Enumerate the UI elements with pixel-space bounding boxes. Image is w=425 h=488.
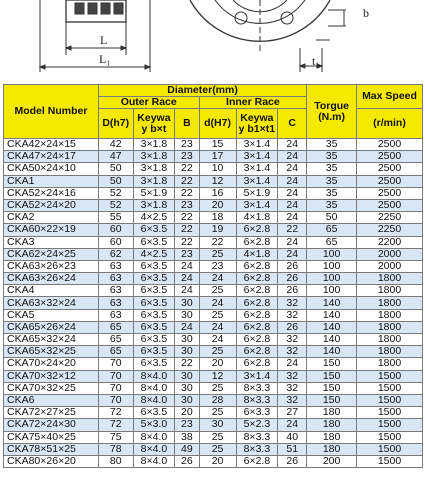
outer-diameter-cell: 65: [98, 334, 133, 346]
c-width-cell: 32: [278, 309, 307, 321]
c-width-cell: 26: [278, 273, 307, 285]
model-cell: CKA70×24×20: [4, 358, 99, 370]
inner-diameter-cell: 19: [199, 224, 236, 236]
header-speed-unit: (r/min): [356, 109, 422, 139]
model-cell: CKA63×26×24: [4, 273, 99, 285]
bearing-drawing-svg: [0, 0, 425, 84]
inner-diameter-cell: 18: [199, 212, 236, 224]
torque-cell: 35: [307, 151, 357, 163]
outer-diameter-cell: 52: [98, 199, 133, 211]
table-row: [4, 297, 423, 309]
b-width-cell: 24: [175, 321, 199, 333]
max-speed-cell: 1500: [356, 382, 422, 394]
table-row: [4, 236, 423, 248]
inner-diameter-cell: 24: [199, 273, 236, 285]
outer-keyway-cell: 6×3.5: [133, 236, 175, 248]
b-width-cell: 23: [175, 248, 199, 260]
b-width-cell: 22: [175, 224, 199, 236]
table-row: [4, 382, 423, 394]
b-width-cell: 30: [175, 346, 199, 358]
table-row: [4, 321, 423, 333]
table-row: [4, 175, 423, 187]
inner-keyway-cell: 8×3.3: [236, 443, 278, 455]
c-width-cell: 32: [278, 382, 307, 394]
inner-diameter-cell: 22: [199, 236, 236, 248]
outer-keyway-cell: 3×1.8: [133, 199, 175, 211]
outer-diameter-cell: 80: [98, 455, 133, 467]
c-width-cell: 40: [278, 431, 307, 443]
table-row: [4, 248, 423, 260]
b-width-cell: 38: [175, 431, 199, 443]
b-width-cell: 24: [175, 260, 199, 272]
torque-cell: 150: [307, 382, 357, 394]
inner-keyway-cell: 6×2.8: [236, 321, 278, 333]
max-speed-cell: 1800: [356, 346, 422, 358]
model-cell: CKA50×24×10: [4, 163, 99, 175]
torque-cell: 35: [307, 175, 357, 187]
b-width-cell: 22: [175, 175, 199, 187]
model-cell: CKA47×24×17: [4, 151, 99, 163]
inner-keyway-cell: 3×1.4: [236, 151, 278, 163]
b-width-cell: 26: [175, 455, 199, 467]
c-width-cell: 24: [278, 419, 307, 431]
table-row: [4, 334, 423, 346]
model-cell: CKA42×24×15: [4, 139, 99, 151]
outer-diameter-cell: 63: [98, 309, 133, 321]
outer-diameter-cell: 70: [98, 394, 133, 406]
inner-diameter-cell: 24: [199, 321, 236, 333]
c-width-cell: 32: [278, 394, 307, 406]
inner-keyway-cell: 3×1.4: [236, 139, 278, 151]
c-width-cell: 27: [278, 407, 307, 419]
torque-cell: 140: [307, 297, 357, 309]
c-width-cell: 32: [278, 346, 307, 358]
outer-diameter-cell: 72: [98, 407, 133, 419]
inner-keyway-cell: 6×2.8: [236, 455, 278, 467]
dim-label-L: L: [100, 33, 108, 47]
inner-keyway-cell: 5×1.9: [236, 187, 278, 199]
table-row: [4, 443, 423, 455]
max-speed-cell: 1500: [356, 370, 422, 382]
outer-keyway-cell: 6×3.5: [133, 358, 175, 370]
dim-label-L1: L₁: [99, 52, 111, 66]
outer-diameter-cell: 63: [98, 285, 133, 297]
inner-diameter-cell: 25: [199, 431, 236, 443]
bearing-drawing: [0, 0, 425, 84]
inner-diameter-cell: 25: [199, 382, 236, 394]
max-speed-cell: 2250: [356, 224, 422, 236]
inner-diameter-cell: 24: [199, 334, 236, 346]
inner-diameter-cell: 25: [199, 309, 236, 321]
torque-cell: 180: [307, 431, 357, 443]
outer-keyway-cell: 8×4.0: [133, 431, 175, 443]
inner-keyway-cell: 6×2.8: [236, 334, 278, 346]
max-speed-cell: 1500: [356, 419, 422, 431]
model-cell: CKA3: [4, 236, 99, 248]
table-row: [4, 151, 423, 163]
c-width-cell: 24: [278, 175, 307, 187]
max-speed-cell: 2500: [356, 163, 422, 175]
max-speed-cell: 2500: [356, 187, 422, 199]
outer-keyway-cell: 6×3.5: [133, 321, 175, 333]
max-speed-cell: 2000: [356, 260, 422, 272]
outer-diameter-cell: 78: [98, 443, 133, 455]
header-c-width: C: [278, 109, 307, 139]
b-width-cell: 24: [175, 285, 199, 297]
dim-label-t1: t₁: [312, 54, 320, 68]
max-speed-cell: 1500: [356, 394, 422, 406]
outer-diameter-cell: 75: [98, 431, 133, 443]
model-cell: CKA70×32×12: [4, 370, 99, 382]
max-speed-cell: 1800: [356, 334, 422, 346]
c-width-cell: 32: [278, 334, 307, 346]
torque-cell: 65: [307, 224, 357, 236]
b-width-cell: 23: [175, 151, 199, 163]
table-row: [4, 187, 423, 199]
inner-keyway-cell: 3×1.4: [236, 175, 278, 187]
torque-cell: 180: [307, 419, 357, 431]
max-speed-cell: 1800: [356, 273, 422, 285]
table-row: [4, 407, 423, 419]
max-speed-cell: 1800: [356, 321, 422, 333]
c-width-cell: 24: [278, 163, 307, 175]
inner-keyway-cell: 6×2.8: [236, 260, 278, 272]
table-row: [4, 346, 423, 358]
inner-keyway-cell: 6×2.8: [236, 273, 278, 285]
inner-keyway-cell: 6×2.8: [236, 358, 278, 370]
table-row: [4, 431, 423, 443]
outer-diameter-cell: 63: [98, 297, 133, 309]
spec-table: [3, 84, 423, 468]
header-max-speed: Max Speed: [356, 85, 422, 109]
outer-keyway-cell: 8×4.0: [133, 394, 175, 406]
outer-diameter-cell: 62: [98, 248, 133, 260]
inner-keyway-cell: 3×1.4: [236, 370, 278, 382]
model-cell: CKA72×24×30: [4, 419, 99, 431]
c-width-cell: 32: [278, 370, 307, 382]
max-speed-cell: 1800: [356, 285, 422, 297]
outer-diameter-cell: 60: [98, 224, 133, 236]
b-width-cell: 30: [175, 309, 199, 321]
outer-keyway-cell: 6×3.5: [133, 407, 175, 419]
table-row: [4, 260, 423, 272]
outer-keyway-cell: 3×1.8: [133, 163, 175, 175]
outer-diameter-cell: 70: [98, 370, 133, 382]
outer-diameter-cell: 63: [98, 260, 133, 272]
b-width-cell: 22: [175, 187, 199, 199]
outer-keyway-cell: 5×3.0: [133, 419, 175, 431]
torque-cell: 150: [307, 370, 357, 382]
header-inner-keyway: Keywa y b1×t1: [236, 109, 278, 139]
outer-diameter-cell: 42: [98, 139, 133, 151]
inner-diameter-cell: 17: [199, 151, 236, 163]
b-width-cell: 49: [175, 443, 199, 455]
c-width-cell: 24: [278, 187, 307, 199]
b-width-cell: 22: [175, 358, 199, 370]
torque-cell: 65: [307, 236, 357, 248]
max-speed-cell: 2500: [356, 139, 422, 151]
max-speed-cell: 2500: [356, 151, 422, 163]
table-row: [4, 224, 423, 236]
inner-diameter-cell: 20: [199, 358, 236, 370]
inner-keyway-cell: 6×2.8: [236, 309, 278, 321]
inner-diameter-cell: 25: [199, 443, 236, 455]
model-cell: CKA65×26×24: [4, 321, 99, 333]
inner-keyway-cell: 8×3.3: [236, 394, 278, 406]
outer-keyway-cell: 8×4.0: [133, 443, 175, 455]
torque-cell: 150: [307, 394, 357, 406]
b-width-cell: 30: [175, 370, 199, 382]
model-cell: CKA63×26×23: [4, 260, 99, 272]
inner-keyway-cell: 6×2.8: [236, 346, 278, 358]
outer-keyway-cell: 8×4.0: [133, 455, 175, 467]
outer-keyway-cell: 6×3.5: [133, 297, 175, 309]
c-width-cell: 26: [278, 285, 307, 297]
table-row: [4, 309, 423, 321]
inner-diameter-cell: 12: [199, 175, 236, 187]
header-inner-diameter: d(H7): [199, 109, 236, 139]
outer-keyway-cell: 6×3.5: [133, 334, 175, 346]
max-speed-cell: 1800: [356, 358, 422, 370]
header-outer-diameter: D(h7): [98, 109, 133, 139]
outer-diameter-cell: 63: [98, 273, 133, 285]
torque-cell: 140: [307, 321, 357, 333]
inner-keyway-cell: 6×2.8: [236, 236, 278, 248]
torque-cell: 180: [307, 443, 357, 455]
outer-keyway-cell: 4×2.5: [133, 212, 175, 224]
max-speed-cell: 2500: [356, 199, 422, 211]
model-cell: CKA5: [4, 309, 99, 321]
header-model-number: Model Number: [4, 85, 99, 139]
outer-diameter-cell: 50: [98, 175, 133, 187]
torque-cell: 35: [307, 139, 357, 151]
b-width-cell: 30: [175, 382, 199, 394]
outer-keyway-cell: 3×1.8: [133, 139, 175, 151]
model-cell: CKA2: [4, 212, 99, 224]
torque-cell: 35: [307, 199, 357, 211]
torque-cell: 150: [307, 358, 357, 370]
model-cell: CKA75×40×25: [4, 431, 99, 443]
outer-keyway-cell: 3×1.8: [133, 175, 175, 187]
inner-keyway-cell: 6×2.8: [236, 224, 278, 236]
b-width-cell: 30: [175, 334, 199, 346]
torque-cell: 140: [307, 334, 357, 346]
torque-cell: 180: [307, 407, 357, 419]
header-torque: Torgue (N.m): [307, 85, 357, 139]
c-width-cell: 22: [278, 224, 307, 236]
c-width-cell: 24: [278, 236, 307, 248]
c-width-cell: 24: [278, 151, 307, 163]
inner-diameter-cell: 25: [199, 407, 236, 419]
torque-cell: 35: [307, 187, 357, 199]
outer-keyway-cell: 6×3.5: [133, 260, 175, 272]
b-width-cell: 22: [175, 212, 199, 224]
inner-diameter-cell: 30: [199, 419, 236, 431]
table-body: [4, 139, 423, 468]
table-row: [4, 212, 423, 224]
outer-keyway-cell: 8×4.0: [133, 370, 175, 382]
outer-keyway-cell: 5×1.9: [133, 187, 175, 199]
inner-diameter-cell: 10: [199, 163, 236, 175]
c-width-cell: 32: [278, 297, 307, 309]
max-speed-cell: 1500: [356, 443, 422, 455]
model-cell: CKA65×32×25: [4, 346, 99, 358]
outer-diameter-cell: 47: [98, 151, 133, 163]
max-speed-cell: 2000: [356, 248, 422, 260]
inner-diameter-cell: 28: [199, 394, 236, 406]
max-speed-cell: 2500: [356, 175, 422, 187]
c-width-cell: 24: [278, 139, 307, 151]
table-row: [4, 273, 423, 285]
inner-diameter-cell: 23: [199, 260, 236, 272]
inner-keyway-cell: 8×3.3: [236, 431, 278, 443]
torque-cell: 35: [307, 163, 357, 175]
inner-keyway-cell: 5×2.3: [236, 419, 278, 431]
header-outer-race: Outer Race: [98, 97, 199, 109]
torque-cell: 100: [307, 260, 357, 272]
b-width-cell: 23: [175, 419, 199, 431]
table-row: [4, 370, 423, 382]
table-row: [4, 419, 423, 431]
max-speed-cell: 1500: [356, 407, 422, 419]
b-width-cell: 30: [175, 394, 199, 406]
outer-diameter-cell: 50: [98, 163, 133, 175]
inner-keyway-cell: 4×1.8: [236, 212, 278, 224]
model-cell: CKA70×32×25: [4, 382, 99, 394]
model-cell: CKA62×24×25: [4, 248, 99, 260]
inner-keyway-cell: 6×2.8: [236, 285, 278, 297]
model-cell: CKA52×24×16: [4, 187, 99, 199]
inner-diameter-cell: 20: [199, 199, 236, 211]
c-width-cell: 26: [278, 455, 307, 467]
b-width-cell: 23: [175, 139, 199, 151]
table-row: [4, 139, 423, 151]
c-width-cell: 51: [278, 443, 307, 455]
torque-cell: 50: [307, 212, 357, 224]
outer-diameter-cell: 72: [98, 419, 133, 431]
outer-keyway-cell: 6×3.5: [133, 224, 175, 236]
max-speed-cell: 2200: [356, 236, 422, 248]
outer-diameter-cell: 60: [98, 236, 133, 248]
c-width-cell: 26: [278, 321, 307, 333]
side-section-view: [40, 0, 150, 72]
model-cell: CKA78×51×25: [4, 443, 99, 455]
header-b-width: B: [175, 109, 199, 139]
inner-diameter-cell: 12: [199, 370, 236, 382]
inner-keyway-cell: 6×2.8: [236, 297, 278, 309]
front-view: [190, 0, 346, 72]
table-row: [4, 394, 423, 406]
table-row: [4, 199, 423, 211]
b-width-cell: 30: [175, 297, 199, 309]
inner-keyway-cell: 3×1.4: [236, 163, 278, 175]
table-row: [4, 285, 423, 297]
inner-diameter-cell: 25: [199, 346, 236, 358]
model-cell: CKA6: [4, 394, 99, 406]
torque-cell: 100: [307, 273, 357, 285]
table-row: [4, 455, 423, 467]
torque-cell: 140: [307, 309, 357, 321]
model-cell: CKA1: [4, 175, 99, 187]
b-width-cell: 23: [175, 199, 199, 211]
outer-diameter-cell: 65: [98, 346, 133, 358]
max-speed-cell: 1500: [356, 431, 422, 443]
c-width-cell: 24: [278, 358, 307, 370]
dim-label-b: b: [363, 6, 369, 20]
table-header: [4, 85, 423, 139]
header-diameter: Diameter(mm): [98, 85, 306, 97]
b-width-cell: 22: [175, 163, 199, 175]
inner-diameter-cell: 20: [199, 455, 236, 467]
inner-keyway-cell: 8×3.3: [236, 382, 278, 394]
table-row: [4, 358, 423, 370]
outer-keyway-cell: 6×3.5: [133, 346, 175, 358]
inner-diameter-cell: 24: [199, 297, 236, 309]
c-width-cell: 24: [278, 212, 307, 224]
b-width-cell: 20: [175, 407, 199, 419]
header-outer-keyway: Keywa y b×t: [133, 109, 175, 139]
outer-diameter-cell: 52: [98, 187, 133, 199]
max-speed-cell: 1800: [356, 297, 422, 309]
torque-cell: 200: [307, 455, 357, 467]
max-speed-cell: 1500: [356, 455, 422, 467]
model-cell: CKA63×32×24: [4, 297, 99, 309]
max-speed-cell: 2250: [356, 212, 422, 224]
inner-keyway-cell: 4×1.8: [236, 248, 278, 260]
c-width-cell: 24: [278, 199, 307, 211]
inner-diameter-cell: 25: [199, 248, 236, 260]
c-width-cell: 24: [278, 248, 307, 260]
b-width-cell: 24: [175, 273, 199, 285]
outer-keyway-cell: 8×4.0: [133, 382, 175, 394]
c-width-cell: 26: [278, 260, 307, 272]
torque-cell: 100: [307, 248, 357, 260]
header-inner-race: Inner Race: [199, 97, 307, 109]
outer-keyway-cell: 3×1.8: [133, 151, 175, 163]
table-row: [4, 163, 423, 175]
torque-cell: 100: [307, 285, 357, 297]
torque-cell: 140: [307, 346, 357, 358]
outer-keyway-cell: 4×2.5: [133, 248, 175, 260]
outer-diameter-cell: 70: [98, 382, 133, 394]
model-cell: CKA4: [4, 285, 99, 297]
inner-keyway-cell: 6×3.3: [236, 407, 278, 419]
outer-keyway-cell: 6×3.5: [133, 273, 175, 285]
inner-diameter-cell: 15: [199, 139, 236, 151]
model-cell: CKA80×26×20: [4, 455, 99, 467]
outer-diameter-cell: 55: [98, 212, 133, 224]
outer-keyway-cell: 6×3.5: [133, 285, 175, 297]
max-speed-cell: 1800: [356, 309, 422, 321]
inner-diameter-cell: 25: [199, 285, 236, 297]
model-cell: CKA72×27×25: [4, 407, 99, 419]
b-width-cell: 22: [175, 236, 199, 248]
inner-diameter-cell: 16: [199, 187, 236, 199]
model-cell: CKA65×32×24: [4, 334, 99, 346]
outer-diameter-cell: 65: [98, 321, 133, 333]
model-cell: CKA60×22×19: [4, 224, 99, 236]
outer-keyway-cell: 6×3.5: [133, 309, 175, 321]
outer-diameter-cell: 70: [98, 358, 133, 370]
inner-keyway-cell: 3×1.4: [236, 199, 278, 211]
model-cell: CKA52×24×20: [4, 199, 99, 211]
